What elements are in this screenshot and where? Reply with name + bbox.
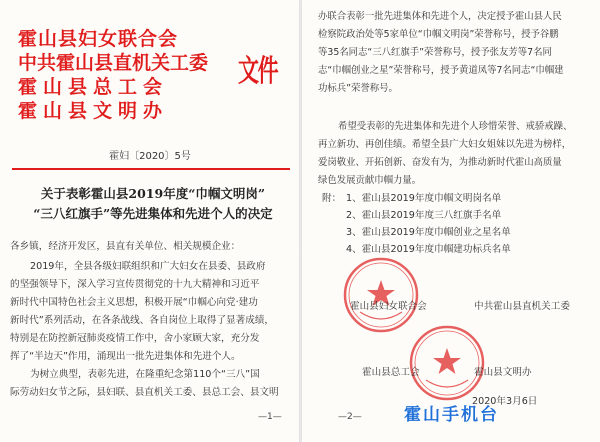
red-divider xyxy=(12,168,290,170)
body-line: 志“巾帼创业之星”荣誉称号，授予黄道凤等7名同志“巾帼建 xyxy=(318,65,564,76)
signatory: 霍山县文明办 xyxy=(474,367,532,378)
official-seal-icon xyxy=(342,256,420,334)
body-line: 2019年，全县各级妇联组织和广大妇女在县委、县政府 xyxy=(30,261,266,272)
body-text-right-2 xyxy=(318,118,594,190)
page-number-left: —1— xyxy=(258,412,282,422)
body-line: 新时代中国特色社会主义思想，积极开展“巾帼心向党·建功 xyxy=(10,297,258,308)
right-page xyxy=(302,0,600,442)
official-seal-icon xyxy=(408,324,486,402)
page-number-right: —2— xyxy=(338,412,362,422)
doc-title-line: 关于表彰霍山县2019年度“巾帼文明岗” xyxy=(40,186,266,201)
body-line: 爱岗敬业、开拓创新、奋发有为，为推动新时代霍山高质量 xyxy=(318,157,562,168)
body-line: 挥了“半边天”作用，涌现出一批先进集体和先进个人。 xyxy=(10,351,241,362)
body-line: 为树立典型，表彰先进，在隆重纪念第110个“三八”国 xyxy=(30,369,260,380)
body-line: 绿色发展贡献巾帼力量。 xyxy=(318,175,422,186)
body-text-left xyxy=(10,258,294,402)
signatory: 霍山县妇女联合会 xyxy=(350,301,427,312)
attachment-item: 2、霍山县2019年度三八红旗手名单 xyxy=(346,210,502,221)
signatory: 中共霍山县直机关工委 xyxy=(474,301,570,312)
signatory: 霍山县总工会 xyxy=(362,367,420,378)
body-line: 检察院政治处等5家单位“巾帼文明岗”荣誉称号，授予谷鹏 xyxy=(318,29,559,40)
body-text-right xyxy=(318,8,594,98)
body-line: 办联合表彰一批先进集体和先进个人，决定授予霍山县人民 xyxy=(318,11,562,22)
attachment-item: 4、霍山县2019年度巾帼建功标兵名单 xyxy=(346,244,511,255)
body-line: 希望受表彰的先进集体和先进个人珍惜荣誉、戒骄戒躁、 xyxy=(338,121,573,132)
doc-type-label: 文件 xyxy=(238,54,278,89)
issuer-line: 霍山县总工会 xyxy=(18,76,169,98)
body-line: 的坚强领导下，深入学习宣传贯彻党的十九大精神和习近平 xyxy=(10,279,260,290)
body-line: 功标兵”荣誉称号。 xyxy=(318,83,398,94)
issuer-line: 霍山县妇女联合会 xyxy=(18,28,179,50)
salutation xyxy=(10,238,294,256)
doc-title-line: “三八红旗手”等先进集体和先进个人的决定 xyxy=(33,206,273,221)
salutation-text: 各乡镇，经济开发区，县直有关单位、相关规模企业： xyxy=(10,241,241,252)
attachment-item: 3、霍山县2019年度巾帼创业之星名单 xyxy=(346,227,511,238)
attachment-list xyxy=(346,190,511,258)
body-line: 特别是在防控新冠肺炎疫情工作中，舍小家顾大家，充分发 xyxy=(10,333,260,344)
issue-date: 2020年3月6日 xyxy=(472,396,538,407)
watermark-logo: 霍山手机台 xyxy=(404,405,499,425)
body-line: 再立新功、再创佳绩。希望全县广大妇女姐妹以先进为榜样， xyxy=(318,139,572,150)
attachment-label: 附： xyxy=(322,193,342,204)
issuer-line: 中共霍山县直机关工委 xyxy=(18,52,209,74)
attachment-item: 1、霍山县2019年度巾帼文明岗名单 xyxy=(346,193,502,204)
issuer-line: 霍山县文明办 xyxy=(18,100,169,122)
doc-number: 霍妇〔2020〕5号 xyxy=(109,151,191,162)
body-line: 新时代”系列活动，在各条战线、各自岗位上取得了显著成绩， xyxy=(10,315,275,326)
body-line: 际劳动妇女节之际，县妇联、县直机关工委、县总工会、县文明 xyxy=(10,387,279,398)
body-line: 等35名同志“三八红旗手”荣誉称号，授予张友芳等7名同 xyxy=(318,47,552,58)
